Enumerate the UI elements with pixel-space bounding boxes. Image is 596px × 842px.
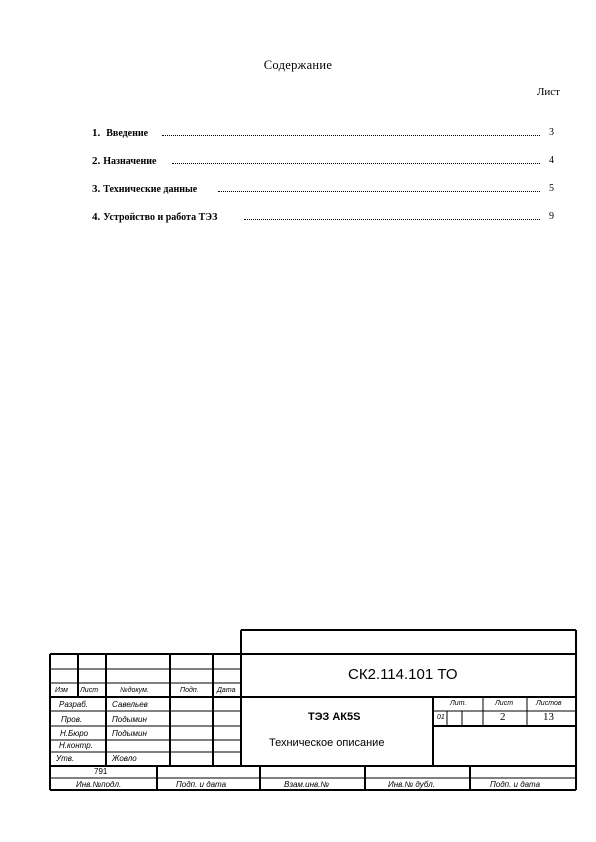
toc-item-label: Технические данные bbox=[103, 184, 198, 195]
toc-item-page: 9 bbox=[549, 211, 554, 222]
role-razrab: Разраб. bbox=[59, 700, 88, 709]
role-nkontr: Н.контр. bbox=[59, 741, 93, 750]
field-inv-podl: Инв.№подл. bbox=[76, 780, 122, 789]
name-utv: Жовло bbox=[112, 754, 137, 763]
field-sign-date-2: Подп. и дата bbox=[490, 780, 541, 789]
col-header-date: Дата bbox=[217, 687, 236, 694]
toc-item-number: 2. bbox=[92, 155, 101, 167]
table-of-contents bbox=[92, 127, 554, 239]
toc-item-page: 5 bbox=[549, 183, 554, 194]
lit-label: Лит. bbox=[450, 700, 467, 707]
toc-item-label: Устройство и работа ТЭЗ bbox=[103, 212, 218, 223]
toc-item-label: Введение bbox=[106, 128, 149, 139]
toc-item-label: Назначение bbox=[103, 156, 157, 167]
toc-item-number: 4. bbox=[92, 211, 101, 223]
document-type: Техническое описание bbox=[269, 737, 385, 749]
product-name: ТЭЗ АК5S bbox=[308, 711, 361, 723]
inventory-number: 791 bbox=[94, 767, 108, 776]
name-prov: Подымин bbox=[112, 715, 147, 724]
document-code: СК2.114.101 ТО bbox=[348, 666, 458, 683]
col-header-sign: Подп. bbox=[180, 687, 199, 694]
sheets-label: Листов bbox=[536, 700, 562, 707]
sheet-label: Лист bbox=[495, 700, 514, 707]
toc-item[interactable] bbox=[92, 211, 554, 239]
col-header-izm: Изм bbox=[55, 687, 68, 694]
toc-item-number: 1. bbox=[92, 127, 101, 139]
toc-leader-dots bbox=[162, 135, 540, 136]
toc-item-page: 4 bbox=[549, 155, 554, 166]
toc-leader-dots bbox=[172, 163, 540, 164]
name-razrab: Савельев bbox=[112, 700, 148, 709]
role-nburo: Н.Бюро bbox=[60, 729, 89, 738]
toc-leader-dots bbox=[244, 219, 540, 220]
field-inv-dubl: Инв.№ дубл. bbox=[388, 780, 435, 789]
toc-item[interactable] bbox=[92, 127, 554, 155]
role-prov: Пров. bbox=[61, 715, 83, 724]
page-title: Содержание bbox=[263, 58, 333, 72]
col-header-doc: №докум. bbox=[120, 687, 149, 694]
toc-item-page: 3 bbox=[549, 127, 554, 138]
field-vzam: Взам.инв.№ bbox=[284, 780, 330, 789]
field-sign-date-1: Подп. и дата bbox=[176, 780, 227, 789]
col-header-list: Лист bbox=[80, 687, 99, 694]
lit-value: 01 bbox=[437, 714, 445, 721]
role-utv: Утв. bbox=[56, 754, 75, 763]
toc-item[interactable] bbox=[92, 183, 554, 211]
toc-leader-dots bbox=[218, 191, 540, 192]
sheet-column-label: Лист bbox=[536, 86, 560, 98]
toc-item-number: 3. bbox=[92, 183, 101, 195]
toc-item[interactable] bbox=[92, 155, 554, 183]
sheet-value: 2 bbox=[500, 711, 506, 723]
sheets-value: 13 bbox=[543, 711, 554, 723]
name-nburo: Подымин bbox=[112, 729, 147, 738]
